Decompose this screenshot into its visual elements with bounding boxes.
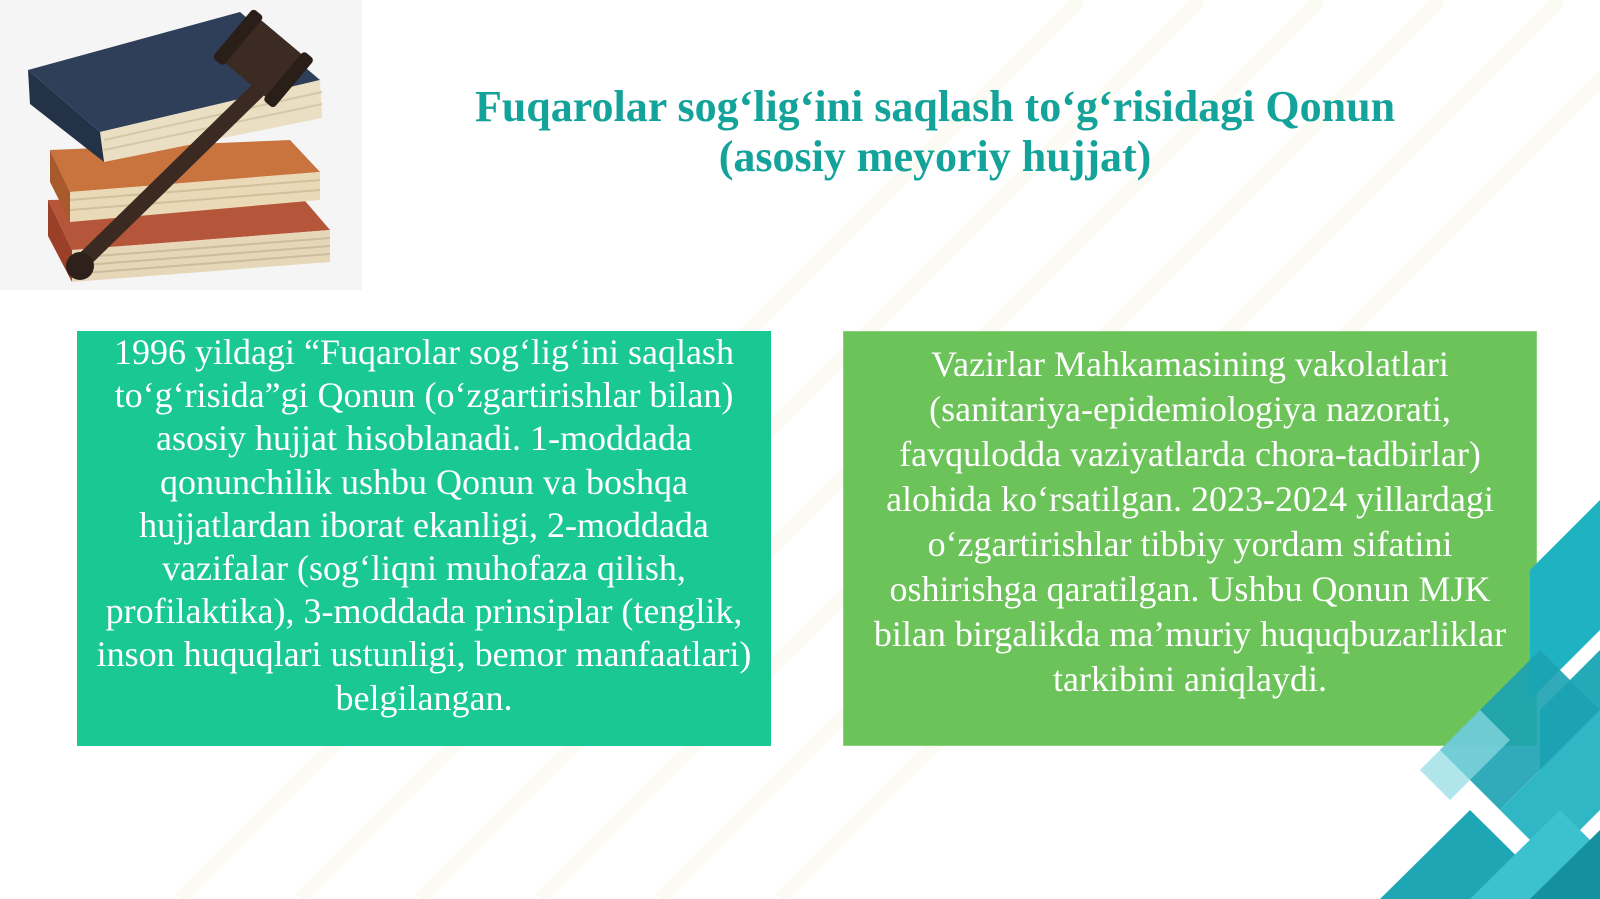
title-line-2: (asosiy meyoriy hujjat)	[718, 132, 1152, 181]
title-line-1: Fuqarolar sog‘lig‘ini saqlash to‘g‘risidagi Qonun	[474, 82, 1396, 131]
left-text-box	[77, 331, 771, 746]
books-and-gavel-icon	[0, 0, 362, 290]
corner-decoration	[1380, 480, 1600, 899]
left-box-text: 1996 yildagi “Fuqarolar sog‘lig‘ini saqlash to‘g‘risida”gi Qonun (o‘zgartirishlar bilan) asosiy hujjat hisoblanadi. 1-moddada qonunchilik ushbu Qonun va boshqa hujjatlardan iborat ekanligi, 2-moddada vazifalar (sog‘liqni muhofaza qilish, profilaktika), 3-moddada prinsiplar (tenglik, inson huquqlari ustunligi, bemor manfaatlari) belgilangan.	[96, 332, 752, 718]
right-box-text: Vazirlar Mahkamasining vakolatlari (sanitariya-epidemiologiya nazorati, favqulodda vaziyatlarda chora-tadbirlar) alohida ko‘rsatilgan. 2023-2024 yillardagi o‘zgartirishlar tibbiy yordam sifatini oshirishga qaratilgan. Ushbu Qonun MJK bilan birgalikda ma’muriy huquqbuzarliklar tarkibini aniqlaydi.	[873, 344, 1507, 699]
slide-title	[400, 82, 1470, 182]
